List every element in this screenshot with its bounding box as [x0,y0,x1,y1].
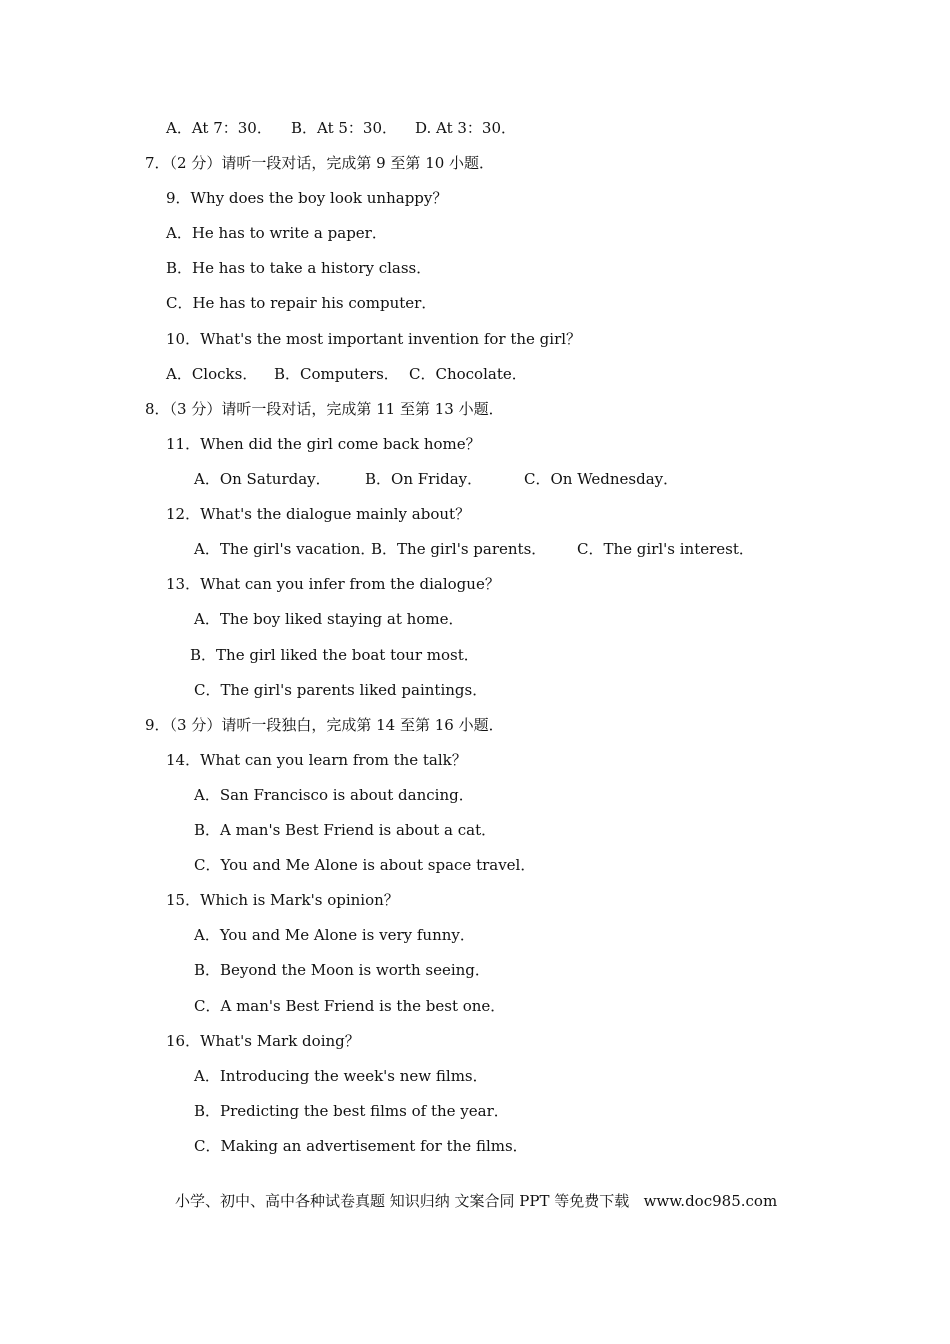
question-12: 12．What's the dialogue mainly about？ [166,505,471,523]
q16-option-a: A．Introducing the week's new films． [194,1067,488,1085]
q15-option-a: A．You and Me Alone is very funny． [194,926,475,944]
question-16: 16．What's Mark doing？ [166,1032,360,1050]
q13-option-b: B．The girl liked the boat tour most． [190,646,479,664]
q14-option-b: B．A man's Best Friend is about a cat． [194,821,497,839]
q12-option-c: C．The girl's interest． [577,540,754,558]
q6-option-a: A．At 7：30． [166,119,272,137]
q9-option-b: B．He has to take a history class． [166,259,432,277]
q12-option-b: B．The girl's parents． [371,540,547,558]
question-9: 9．Why does the boy look unhappy？ [166,189,448,207]
q9-option-c: C．He has to repair his computer． [166,294,437,312]
q10-option-a: A．Clocks． [166,365,258,383]
q16-option-c: C．Making an advertisement for the films． [194,1137,528,1155]
q15-option-b: B．Beyond the Moon is worth seeing． [194,961,490,979]
q13-option-c: C．The girl's parents liked paintings． [194,681,488,699]
q10-option-b: B．Computers． [274,365,399,383]
section-7-heading: 7．（2 分）请听一段对话，完成第 9 至第 10 小题． [145,154,495,172]
q14-option-c: C．You and Me Alone is about space travel． [194,856,536,874]
question-13: 13．What can you infer from the dialogue？ [166,575,500,593]
q11-option-b: B．On Friday． [365,470,483,488]
q13-option-a: A．The boy liked staying at home． [194,610,464,628]
q11-option-a: A．On Saturday． [194,470,331,488]
q6-option-b: B．At 5：30． [291,119,398,137]
page-footer: 小学、初中、高中各种试卷真题 知识归纳 文案合同 PPT 等免费下载 www.doc985.com [175,1192,778,1210]
q15-option-c: C．A man's Best Friend is the best one． [194,997,506,1015]
q11-option-c: C．On Wednesday． [524,470,679,488]
q6-option-d: D. At 3：30． [415,119,517,137]
q10-option-c: C．Chocolate． [409,365,527,383]
q16-option-b: B．Predicting the best films of the year． [194,1102,509,1120]
question-15: 15．Which is Mark's opinion？ [166,891,399,909]
section-9-heading: 9．（3 分）请听一段独白，完成第 14 至第 16 小题． [145,716,504,734]
question-10: 10．What's the most important invention for the girl？ [166,330,582,348]
q9-option-a: A．He has to write a paper． [166,224,387,242]
q12-option-a: A．The girl's vacation． [194,540,376,558]
q14-option-a: A．San Francisco is about dancing． [194,786,474,804]
section-8-heading: 8．（3 分）请听一段对话，完成第 11 至第 13 小题． [145,400,504,418]
question-11: 11．When did the girl come back home？ [166,435,481,453]
question-14: 14．What can you learn from the talk？ [166,751,467,769]
